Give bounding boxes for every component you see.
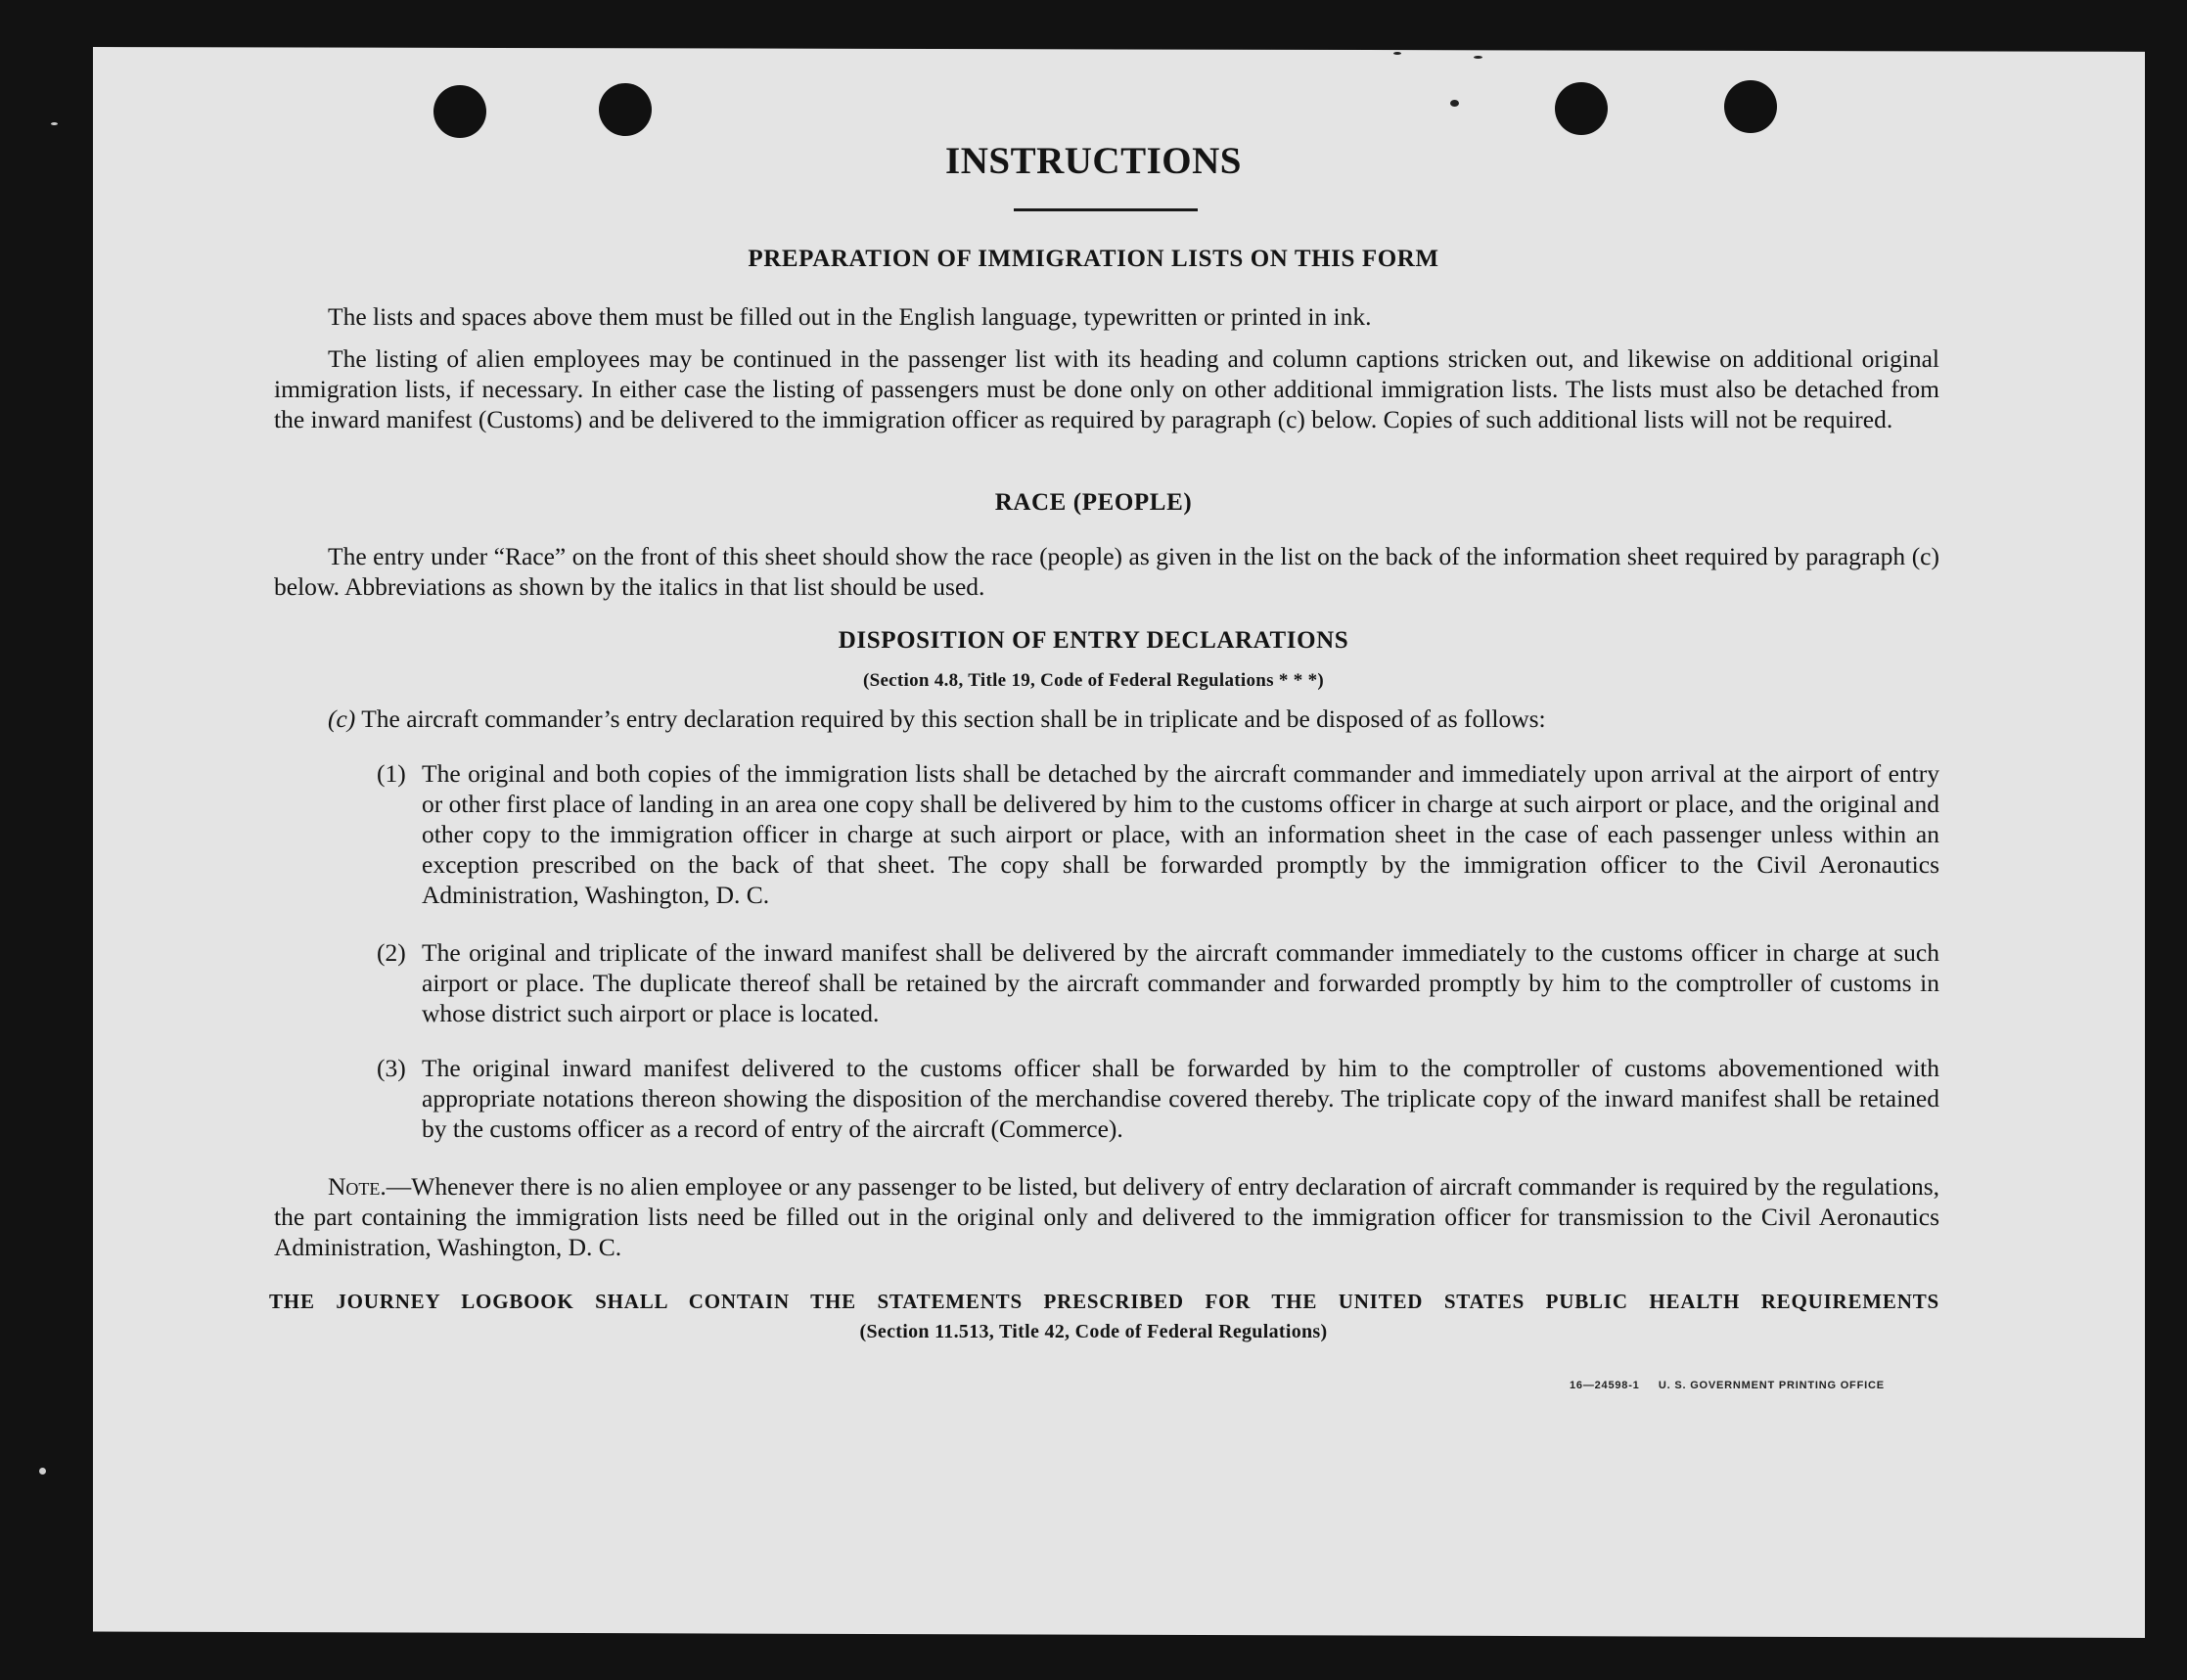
printer-name: U. S. GOVERNMENT PRINTING OFFICE — [1658, 1380, 1885, 1391]
edge-speck — [39, 1468, 46, 1475]
intro-text: The aircraft commander’s entry declaration required by this section shall be in triplicate and be disposed of as follows: — [361, 704, 1546, 733]
page-title: INSTRUCTIONS — [945, 140, 1242, 182]
section-heading-race: RACE (PEOPLE) — [994, 489, 1193, 516]
race-paragraph: The entry under “Race” on the front of this sheet should show the race (people) as given in the list on the back of the information sheet required by paragraph (c) below. Abbreviations as shown by the italics in that list should be used. — [274, 542, 1939, 601]
edge-speck — [51, 122, 58, 125]
preparation-paragraph-1: The lists and spaces above them must be filled out in the English language, typewritten or printed in ink. — [328, 302, 1372, 331]
item-number: (2) — [377, 938, 406, 967]
disposition-intro — [328, 704, 1939, 734]
section-heading-preparation: PREPARATION OF IMMIGRATION LISTS ON THIS FORM — [748, 246, 1439, 272]
punch-hole — [1555, 82, 1608, 135]
punch-hole — [433, 85, 486, 138]
intro-label: (c) — [328, 704, 356, 733]
title-rule — [1014, 208, 1198, 211]
ink-speck — [1474, 56, 1482, 59]
ink-speck — [1393, 52, 1401, 55]
note-text: —Whenever there is no alien employee or any passenger to be listed, but delivery of entry declaration of aircraft commander is required by the regulations, the part containing the immigration lists need be filled out in the original only and delivered to the immigration officer for transmission to the Civil Aeronautics Administration, Washington, D. C. — [274, 1172, 1939, 1261]
disposition-item-3 — [377, 1053, 1939, 1144]
ink-speck — [1450, 100, 1459, 107]
punch-hole — [599, 83, 652, 136]
item-number: (1) — [377, 759, 406, 788]
punch-hole — [1724, 80, 1777, 133]
form-code: 16—24598-1 — [1570, 1380, 1640, 1391]
logbook-citation: (Section 11.513, Title 42, Code of Federal Regulations) — [859, 1321, 1328, 1342]
section-heading-disposition: DISPOSITION OF ENTRY DECLARATIONS — [838, 627, 1349, 654]
logbook-statement: THE JOURNEY LOGBOOK SHALL CONTAIN THE STATEMENTS PRESCRIBED FOR THE UNITED STATES PUBLIC HEALTH REQUIREMENTS — [269, 1290, 1939, 1313]
item-text: The original and triplicate of the inward manifest shall be delivered by the aircraft commander immediately to the customs officer in charge at such airport or place. The duplicate thereof shall be retained by the aircraft commander and forwarded promptly by him to the comptroller of customs in whose district such airport or place is located. — [422, 938, 1939, 1027]
note-label: Note. — [328, 1172, 387, 1201]
printer-imprint — [1570, 1380, 1885, 1391]
disposition-citation: (Section 4.8, Title 19, Code of Federal Regulations * * *) — [862, 670, 1325, 691]
disposition-item-2 — [377, 937, 1939, 1028]
item-text: The original inward manifest delivered to the customs officer shall be forwarded by him to the comptroller of customs abovementioned with appropriate notations thereon showing the disposition of the merchandise covered thereby. The triplicate copy of the inward manifest shall be retained by the customs officer as a record of entry of the aircraft (Commerce). — [422, 1054, 1939, 1143]
item-text: The original and both copies of the immigration lists shall be detached by the aircraft commander and immediately upon arrival at the airport of entry or other first place of landing in an area one copy shall be delivered by him to the customs officer in charge at such airport or place, and the original and other copy to the immigration officer in charge at such airport or place, with an information sheet in the case of each passenger unless within an exception prescribed on the back of that sheet. The copy shall be forwarded promptly by the immigration officer to the Civil Aeronautics Administration, Washington, D. C. — [422, 759, 1939, 909]
note-paragraph — [274, 1171, 1939, 1262]
disposition-item-1 — [377, 758, 1939, 910]
preparation-paragraph-2: The listing of alien employees may be continued in the passenger list with its heading and column captions stricken out, and likewise on additional original immigration lists, if necessary. In either case the listing of passengers must be done only on other additional immigration lists. The lists must also be detached from the inward manifest (Customs) and be delivered to the immigration officer as required by paragraph (c) below. Copies of such additional lists will not be required. — [274, 344, 1939, 433]
item-number: (3) — [377, 1054, 406, 1082]
